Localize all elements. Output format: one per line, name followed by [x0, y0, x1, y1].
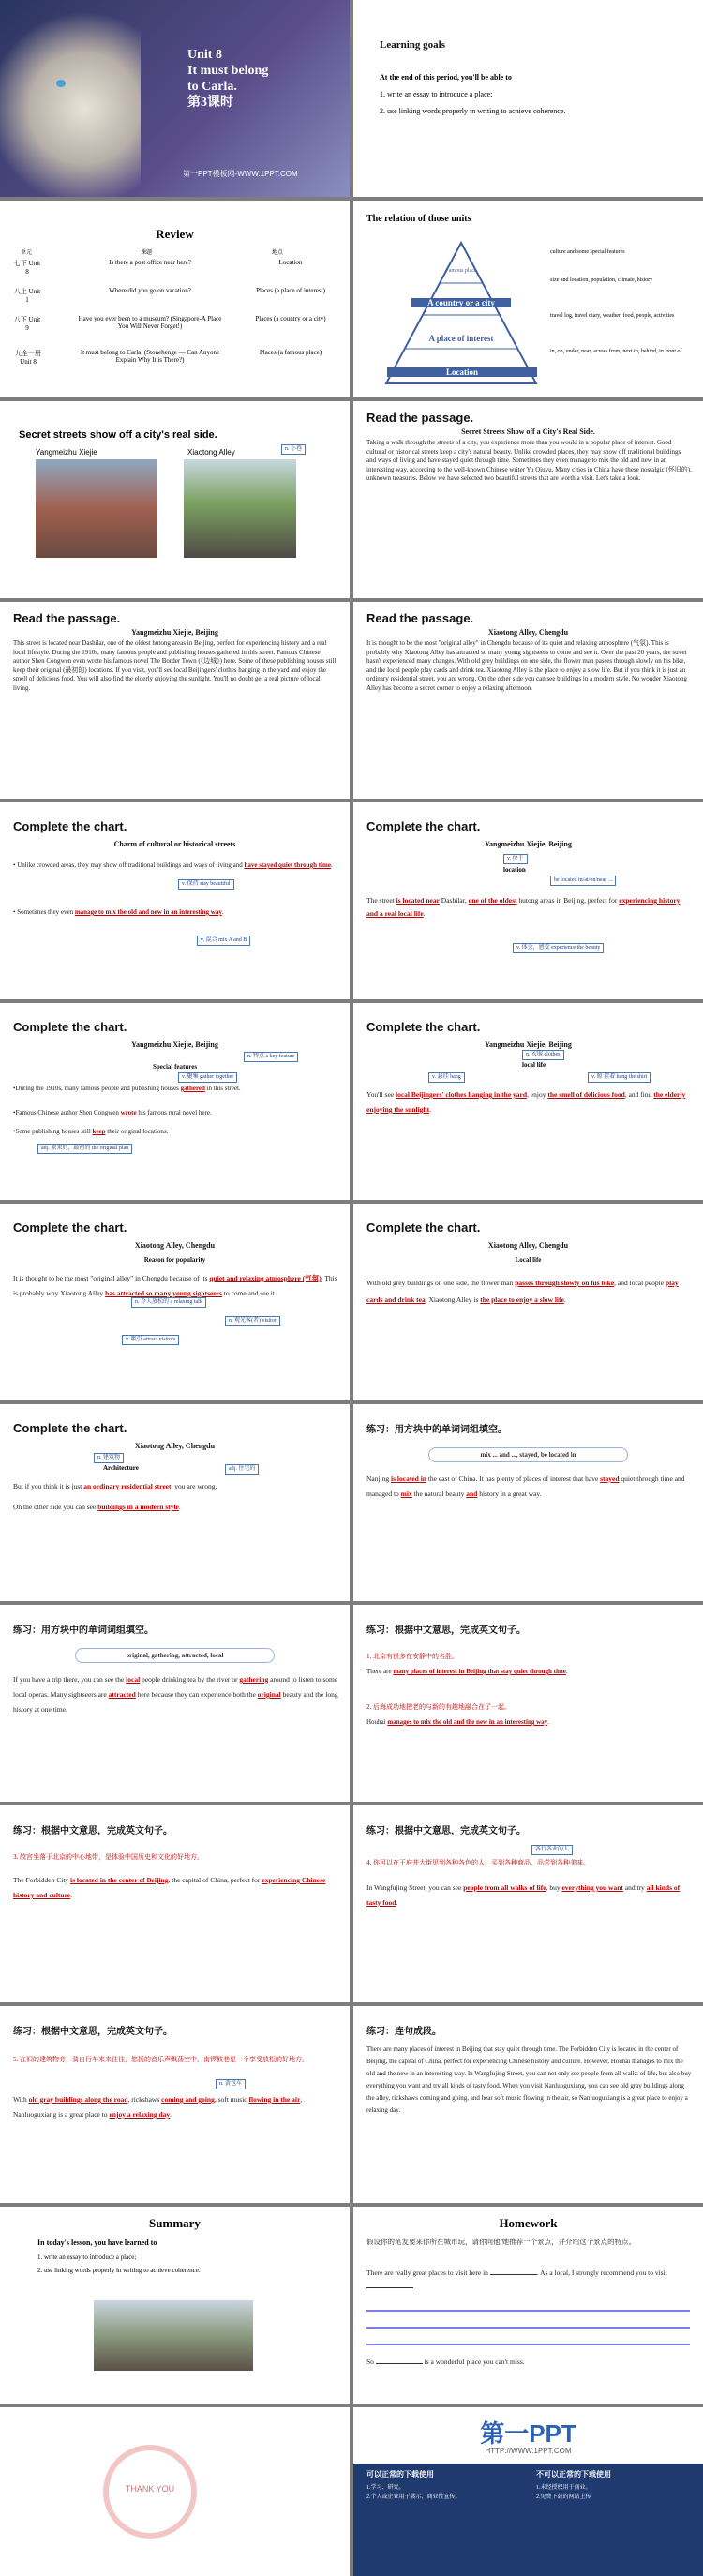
goal-1: 1. write an essay to introduce a place;: [380, 90, 493, 98]
slide-cover: [0, 0, 350, 197]
level-famous-place: Famous place: [445, 268, 477, 274]
detail-2: size and location, population, climate, history: [550, 277, 653, 283]
text: There are really great places to visit here in: [366, 2269, 488, 2277]
photo-street: [94, 2300, 253, 2371]
text: During the 1910s, many famous people and publishing houses: [15, 1085, 179, 1092]
note-relaxing: n. 令人放松的 a relaxing talk: [131, 1297, 206, 1308]
caption-xiaotong: Xiaotong Alley: [187, 448, 235, 457]
answer: old gray buildings along the road: [28, 2095, 128, 2104]
text: is a wonderful place you can't miss.: [424, 2358, 525, 2366]
slide-ad: [353, 2407, 703, 2576]
text: With: [13, 2095, 27, 2104]
slide-read-passage-intro: [353, 401, 703, 598]
level-country-city: A country or a city: [411, 298, 511, 307]
text: around to listen to some local operas. Many sightseers are: [13, 1675, 338, 1699]
row-4-unit: 九全一册 Unit 8: [15, 350, 41, 366]
note-mix: v. 混合 mix A and B: [197, 936, 250, 946]
row-2-topic: Where did you go on vacation?: [109, 287, 191, 294]
note-experience: v. 体会，感受 experience the beauty: [513, 943, 604, 953]
answer: the elderly enjoying the sunlight: [366, 1090, 686, 1114]
text: The Forbidden City: [13, 1876, 69, 1884]
text: here because they can experience both the: [137, 1690, 256, 1699]
forbidden-2: 2.免费下载的网站上传: [536, 2494, 591, 2500]
note-gather: v. 聚集 gather together: [178, 1072, 237, 1083]
slide-chart-architecture: Complete the chart. Xiaotong Alley, Chengdu n. 建筑物 adj. 住宅的 Architecture But if you think it is just an ordinary residential street, you are wrong. On the other side you can see buildings in a modern style.: [0, 1404, 350, 1601]
label-local-life: local life: [522, 1061, 546, 1069]
slide-title: Review: [156, 227, 194, 241]
answer: play cards and drink tea: [366, 1279, 679, 1304]
answer: manages to mix the old and the new in an interesting way: [387, 1718, 548, 1726]
row-3-place: Places (a country or a city): [255, 315, 326, 322]
passage-text: This street is located near Dashilar, one of the oldest hutong areas in Beijing, perfect for experiencing history and a real local lifestyle. During the 1910s, many famous people and publishing houses gathered in this street. Famous Chinese author Shen Congwen even wrote his famous novel The Border Town (《边城》) here. Some of these publishing houses still keep their original (最初的) locations. If you visit, you'll see local Beijingers' clothes hanging in the yard and enjoy the smell of delicious food. You will also find the elderly enjoying the sunlight. You'll no doubt get a real picture of local living.: [13, 639, 337, 692]
brand-url[interactable]: HTTP://WWW.1PPT.COM: [485, 2447, 572, 2455]
answer: the place to enjoy a slow life: [480, 1295, 564, 1304]
chart-heading: Xiaotong Alley, Chengdu: [134, 1241, 216, 1250]
brand-logo: 第一PPT: [480, 2419, 576, 2448]
answer: is located in the center of Beijing: [70, 1876, 169, 1884]
slide-exercise-translate-2: 练习：根据中文意思，完成英文句子。 3. 故宫坐落于北京的中心地带，是体验中国历史和文化的好地方。 The Forbidden City is located in the center of Beijing, the capital of China, perfect for experiencing Chinese history and culture.: [0, 1805, 350, 2002]
caption-yangmeizhu: Yangmeizhu Xiejie: [36, 448, 97, 457]
slide-exercise-paragraph: [353, 2006, 703, 2203]
slide-review: [0, 201, 350, 397]
text: You'll see: [366, 1090, 395, 1099]
slide-title: 练习：用方块中的单词词组填空。: [13, 1625, 154, 1636]
slide-read-passage-xiaotong: [353, 602, 703, 799]
slide-title: Homework: [499, 2216, 558, 2230]
slide-title: Read the passage.: [366, 411, 474, 425]
text: Unlike crowded areas, they may show off traditional buildings and ways of living and: [17, 861, 243, 869]
text: So: [366, 2358, 374, 2366]
text: quiet through time and managed to: [366, 1475, 685, 1498]
answer: local Beijingers' clothes hanging in the yard: [396, 1090, 528, 1099]
text: . Xiaotong Alley is: [425, 1295, 479, 1304]
passage-text: It is thought to be the most "original alley" in Chengdu because of its quiet and relaxing atmosphere (气氛). This is probably why Xiaotong Alley has attracted so many young sightseers to come and see it. Over the past 20 years, the street hasn't experienced many changes. With old grey buildings on one side, the flower man passes through slowly on his bike, and the local people play cards and drink tea. Xiaotong Alley is the place to enjoy a slow life. But if you think it is just an ordinary residential street, you are wrong. On the other side you can see buildings in a modern style. No wonder Xiaotong Alley has become a secret corner to enjoy a relaxing afternoon.: [366, 639, 687, 692]
answer: wrote: [120, 1109, 137, 1116]
level-place-of-interest: A place of interest: [428, 334, 494, 343]
summary-goal-2: 2. use linking words properly in writing to achieve coherence.: [37, 2267, 201, 2274]
answer: and: [466, 1490, 478, 1498]
note-clothes: n. 衣服 clothes: [522, 1050, 564, 1060]
slide-title: 练习：根据中文意思，完成英文句子。: [13, 1826, 172, 1836]
question-1: 1. 北京有很多在安静中的名胜。: [366, 1653, 458, 1660]
slide-exercise-translate-1: 练习：根据中文意思，完成英文句子。 1. 北京有很多在安静中的名胜。 There are many places of interest in Beijing that stay quiet through time. 2. 后海成功地把老的与新的有趣地融合在了一起。 Houhai manages to mix the old and the new in an interesting way.: [353, 1605, 703, 1802]
row-1-unit: 七下 Unit 8: [13, 260, 41, 276]
text: , and find: [624, 1090, 652, 1099]
answer: stayed: [600, 1475, 620, 1483]
goals-intro: At the end of this period, you'll be able to: [380, 73, 512, 82]
slide-title: Complete the chart.: [13, 1221, 127, 1235]
blank[interactable]: [366, 2281, 413, 2288]
summary-intro: In today's lesson, you have learned to: [37, 2239, 157, 2247]
slide-chart-popularity: [0, 1204, 350, 1400]
text: , rickshaws: [127, 2095, 160, 2104]
slide-title: 练习：根据中文意思，完成英文句子。: [366, 1826, 526, 1836]
answer: coming and going: [161, 2095, 215, 2104]
slide-read-passage-yangmeizhu: [0, 602, 350, 799]
text: to come and see it.: [223, 1289, 277, 1297]
answer: many places of interest in Beijing that stay quiet through time: [393, 1668, 566, 1675]
text: , the capital of China, perfect for: [168, 1876, 261, 1884]
photo-xiaotong: [184, 459, 296, 558]
slide-title: Complete the chart.: [366, 1020, 481, 1034]
row-3-topic: Have you ever been to a museum? (Singapore-A Place You Will Never Forget!): [78, 315, 222, 330]
note-residential: adj. 住宅的: [225, 1464, 259, 1475]
text: the east of China. It has plenty of places of interest that have: [427, 1475, 599, 1483]
forbidden-heading: 不可以正常的下载使用: [536, 2470, 611, 2479]
passage-title: Secret Streets Show off a City's Real Side.: [461, 427, 595, 436]
text: The street: [366, 896, 395, 905]
slide-thanks: [0, 2407, 350, 2576]
slide-chart-local-life-yangmeizhu: Complete the chart. Yangmeizhu Xiejie, Beijing n. 衣服 clothes local life v. 悬挂 hang v. 晾 挂着 hang the shirt You'll see local Beijingers' clothes hanging in the yard, enjoy the smell of delicious food, and find the elderly enjoying the sunlight.: [353, 1003, 703, 1200]
slide-chart-local-life-xiaotong: Complete the chart. Xiaotong Alley, Chengdu Local life With old grey buildings on one side, the flower man passes through slowly on his bike, and local people play cards and drink tea. Xiaotong Alley is the place to enjoy a slow life.: [353, 1204, 703, 1400]
text: the natural beauty: [413, 1490, 465, 1498]
slide-learning-goals: [353, 0, 703, 197]
answer: all kinds of tasty food: [366, 1883, 681, 1907]
label-architecture: Architecture: [103, 1464, 139, 1472]
cat-image: [0, 0, 141, 197]
slide-secret-streets: [0, 401, 350, 598]
photo-yangmeizhu: [36, 459, 157, 558]
text: history in a great way.: [479, 1490, 542, 1498]
header-unit: 单元: [21, 250, 33, 256]
note-original: adj. 原来的，最初的 the original plan: [37, 1144, 132, 1154]
row-1-place: Location: [278, 259, 303, 266]
answer: mix: [400, 1490, 412, 1498]
slide-chart-features: Complete the chart. Yangmeizhu Xiejie, Beijing n. 特点 a key feature Special features v. 聚集 gather together •During the 1910s, many famous people and publishing houses gathered in this street. •Famous Chinese author Shen Congwen wrote his famous rural novel here. •Some publishing houses still keep their original locations. adj. 原来的，最初的 the original plan: [0, 1003, 350, 1200]
text: and try: [624, 1883, 645, 1892]
answer: passes through slowly on his bike: [515, 1279, 615, 1287]
label-reason: Reason for popularity: [143, 1256, 206, 1264]
text: . This is probably why Xiaotong Alley: [13, 1274, 337, 1297]
blank[interactable]: [376, 2357, 423, 2364]
slide-title: 练习：用方块中的单词词组填空。: [366, 1425, 507, 1435]
pyramid-diagram: [381, 238, 541, 388]
slide-title: 练习：根据中文意思，完成英文句子。: [366, 1625, 526, 1636]
note-hang: v. 悬挂 hang: [428, 1072, 465, 1083]
note-walks-of-life: 各行各业的人: [531, 1845, 573, 1855]
cat-eye: [56, 80, 66, 87]
row-2-unit: 八上 Unit 1: [13, 288, 41, 304]
text: , enjoy: [527, 1090, 546, 1099]
text: hutong areas in Beijing, perfect for: [518, 896, 618, 905]
answer: experiencing history and a real local life: [366, 896, 681, 918]
site-label: 第一PPT模板网-WWW.1PPT.COM: [183, 170, 298, 178]
slide-title: Complete the chart.: [366, 819, 481, 833]
note-hang-shirt: v. 晾 挂着 hang the shirt: [588, 1072, 651, 1083]
text: If you have a trip there, you can see the: [13, 1675, 125, 1684]
text: Nanjing: [366, 1475, 390, 1483]
text: It is thought to be the most "original alley" in Chengdu because of its: [13, 1274, 208, 1282]
word-box: mix ... and ..., stayed, be located in: [428, 1447, 628, 1462]
paragraph-text: There are many places of interest in Beijing that stay quiet through time. The Forbidden City is located in the center of Beijing, the capital of China, perfect for experiencing Chinese history and culture. However, Houhai manages to mix the old and the new in an interesting way. In Wangfujing Street, you can not only see people from all walks of life, but also buy everything you want and try all kinds of tasty food. When you visit Nanluoguxiang, you can see old gray buildings along the alley, rickshaws coming and going, and hear soft music flowing in the air, so Nanluoguxiang is a great place to enjoy a relaxing day.: [366, 2045, 692, 2114]
text: But if you think it is just: [13, 1482, 82, 1490]
chart-heading: Yangmeizhu Xiejie, Beijing: [485, 840, 572, 848]
slide-chart-location: Complete the chart. Yangmeizhu Xiejie, Beijing v. 位于 location be located in/at/on/near ... The street is located near Dashilar, one of the oldest hutong areas in Beijing, perfect for experiencing history and a real local life. v. 体会，感受 experience the beauty: [353, 802, 703, 999]
slide-title: Complete the chart.: [13, 819, 127, 833]
note-rickshaw: n. 黄包车: [216, 2079, 246, 2089]
slide-exercise-fill-2: [0, 1605, 350, 1802]
slide-chart-charm: Complete the chart. Charm of cultural or historical streets • Unlike crowded areas, they may show off traditional buildings and ways of living and have stayed quiet through time. v. 保持 stay beautiful • Sometimes they even manage to mix the old and new in an interesting way. v. 混合 mix A and B: [0, 802, 350, 999]
answer: have stayed quiet through time: [244, 861, 331, 869]
thanks-text: THANK YOU: [125, 2484, 175, 2494]
text: Some publishing houses still: [15, 1128, 91, 1135]
answer: is located in: [391, 1475, 426, 1483]
level-location: Location: [387, 367, 537, 377]
chart-heading: Yangmeizhu Xiejie, Beijing: [131, 1041, 218, 1049]
answer: gathered: [180, 1085, 205, 1092]
note-located: v. 位于: [503, 854, 528, 864]
answer: experiencing Chinese history and culture: [13, 1876, 326, 1899]
answer: is located near: [396, 896, 440, 905]
passage-title: Xiaotong Alley, Chengdu: [487, 628, 569, 637]
text: , buy: [546, 1883, 561, 1892]
slide-title: Summary: [149, 2216, 201, 2230]
slide-title: The relation of those units: [366, 214, 471, 224]
answer: an ordinary residential street: [83, 1482, 172, 1490]
note-stay: v. 保持 stay beautiful: [178, 879, 234, 890]
answer: the smell of delicious food: [547, 1090, 625, 1099]
slide-title: Complete the chart.: [13, 1020, 127, 1034]
text: . As a local, I strongly recommend you to visit: [536, 2269, 667, 2277]
row-4-place: Places (a famous place): [259, 349, 322, 356]
text: In Wangfujing Street, you can see: [366, 1883, 462, 1892]
writing-line[interactable]: [366, 2334, 690, 2345]
text: people drinking tea by the river or: [142, 1675, 238, 1684]
note-attract: v. 吸引 attract visitors: [122, 1335, 179, 1345]
text: On the other side you can see: [13, 1503, 97, 1511]
slide-title: Read the passage.: [366, 611, 474, 625]
slide-title: 练习：根据中文意思，完成英文句子。: [13, 2027, 172, 2037]
allowed-heading: 可以正常的下载使用: [366, 2470, 434, 2479]
answer: people from all walks of life: [463, 1883, 546, 1892]
blank[interactable]: [490, 2268, 537, 2275]
allowed-1: 1.学习、研究。: [366, 2485, 405, 2491]
slide-exercise-translate-4: 练习：根据中文意思，完成英文句子。 5. 在旧的建筑物旁，骑自行车来来往往，悠扬的音乐声飘荡空中，南锣鼓巷是一个享受放松的好地方。 n. 黄包车 With old gray buildings along the road, rickshaws coming and going, soft music flowing in the air, Nanluoguxiang is a great place to enjoy a relaxing day.: [0, 2006, 350, 2203]
header-topic: 课题: [141, 250, 153, 256]
answer: flowing in the air: [248, 2095, 301, 2104]
lesson-number: 第3课时: [187, 96, 233, 110]
answer: attracted: [108, 1690, 136, 1699]
detail-4: in, on, under, near, across from, next to, behind, in front of: [550, 349, 682, 354]
note-sightseer: n. 观光客(者) visitor: [225, 1316, 280, 1326]
label-local-life: Local life: [515, 1256, 542, 1264]
allowed-2: 2.个人或企业用于展示、商业性宣传。: [366, 2494, 461, 2500]
answer: enjoy a relaxing day: [109, 2110, 171, 2119]
label-location: location: [503, 866, 526, 874]
writing-line[interactable]: [366, 2300, 690, 2312]
lesson-title-2: to Carla.: [187, 80, 237, 94]
text: There are: [366, 1668, 392, 1675]
homework-instructions: 假设你的笔友要来你所在城市玩，请你向他/她推荐一个景点，并介绍这个景点的特点。: [366, 2238, 636, 2246]
answer: gathering: [239, 1675, 269, 1684]
forbidden-1: 1.未经授权用于商业。: [536, 2485, 591, 2491]
unit-title: Unit 8: [187, 48, 222, 62]
text: beauty and the long history at one time.: [13, 1690, 338, 1714]
row-2-place: Places (a place of interest): [256, 287, 325, 294]
chart-heading: Charm of cultural or historical streets: [113, 840, 236, 848]
passage-text: Taking a walk through the streets of a city, you experience more than you would in a popular place of interest. Good cultural or historical streets keep a city's natural beauty. Unlike crowded places, they may show off traditional buildings and ways of living and have stayed quiet through time. Sometimes they even manage to mix the old and new in an interesting way, according to the well-known Chinese writer Yu Qiuyu. Many cities in China have these nostalgic (怀旧的), unknown treasures. Below we have selected two beautiful streets that are worth a visit. Let's take a look.: [366, 439, 692, 482]
question-3: 3. 故宫坐落于北京的中心地带，是体验中国历史和文化的好地方。: [13, 1853, 203, 1861]
row-3-unit: 八下 Unit 9: [13, 316, 41, 332]
question-5: 5. 在旧的建筑物旁，骑自行车来来往往，悠扬的音乐声飘荡空中，南锣鼓巷是一个享受放松的好地方。: [13, 2056, 308, 2063]
text: Sometimes they even: [17, 908, 74, 916]
passage-title: Yangmeizhu Xiejie, Beijing: [131, 628, 218, 637]
text: Famous Chinese author Shen Congwen: [15, 1109, 119, 1116]
slide-title: Complete the chart.: [13, 1421, 127, 1435]
slide-exercise-translate-3: 练习：根据中文意思，完成英文句子。 各行各业的人 4. 你可以在王府井大街见到各种各色的人，买到各种商品，品尝到各种美味。 In Wangfujing Street, you can see people from all walks of life, buy everything you want and try all kinds of tasty food.: [353, 1805, 703, 2002]
text: his famous rural novel here.: [138, 1109, 212, 1116]
slide-title: 练习：连句成段。: [366, 2027, 441, 2037]
question-4: 4. 你可以在王府井大街见到各种各色的人，买到各种商品，品尝到各种美味。: [366, 1859, 590, 1866]
text: in this street.: [206, 1085, 241, 1092]
detail-1: culture and some special features: [550, 249, 625, 255]
text: , you are wrong.: [171, 1482, 217, 1490]
text: , and local people: [614, 1279, 665, 1287]
answer: original: [257, 1690, 281, 1699]
slide-title: Secret streets show off a city's real side.: [19, 429, 217, 441]
label-features: Special features: [152, 1063, 198, 1071]
answer: manage to mix the old and new in an interesting way: [74, 908, 222, 916]
chart-heading: Xiaotong Alley, Chengdu: [487, 1241, 569, 1250]
note-feature: n. 特点 a key feature: [244, 1052, 298, 1062]
row-4-topic: It must belong to Carla. (Stonehenge — Can Anyone Explain Why It is There?): [80, 349, 220, 364]
detail-3: travel log, travel diary, weather, food, people, activities: [550, 313, 675, 319]
text: , Nanluoguxiang is a great place to: [13, 2095, 303, 2119]
text: Dashilar,: [441, 896, 467, 905]
chart-heading: Xiaotong Alley, Chengdu: [134, 1442, 216, 1450]
row-1-topic: Is there a post office near here?: [109, 259, 191, 266]
ad-footer: [353, 2464, 703, 2576]
answer: one of the oldest: [468, 896, 517, 905]
answer: everything you want: [561, 1883, 623, 1892]
text: their original locations.: [107, 1128, 169, 1135]
answer: buildings in a modern style: [97, 1503, 179, 1511]
text: With old grey buildings on one side, the flower man: [366, 1279, 514, 1287]
goal-2: 2. use linking words properly in writing to achieve coherence.: [380, 107, 566, 115]
slide-title: Complete the chart.: [366, 1221, 481, 1235]
note-building: n. 建筑物: [94, 1453, 124, 1463]
slide-title: Read the passage.: [13, 611, 121, 625]
answer: keep: [92, 1128, 106, 1135]
note-be-located: be located in/at/on/near ...: [550, 876, 616, 886]
slide-exercise-fill-1: [353, 1404, 703, 1601]
answer: has attracted so many young sightseers: [105, 1289, 222, 1297]
writing-line[interactable]: [366, 2317, 690, 2329]
answer: quiet and relaxing atmosphere (气氛): [209, 1274, 322, 1282]
slide-relation: [353, 201, 703, 397]
slide-title: Learning goals: [380, 39, 445, 51]
lesson-title-1: It must belong: [187, 64, 269, 78]
word-box: original, gathering, attracted, local: [75, 1648, 275, 1663]
answer: local: [126, 1675, 141, 1684]
summary-goal-1: 1. write an essay to introduce a place;: [37, 2254, 137, 2261]
header-place: 地点: [272, 250, 284, 256]
slide-homework: [353, 2207, 703, 2404]
note-alley: n. 小巷: [281, 444, 306, 455]
text: , soft music: [214, 2095, 247, 2104]
slide-summary: [0, 2207, 350, 2404]
text: Houhai: [366, 1718, 386, 1726]
chart-heading: Yangmeizhu Xiejie, Beijing: [485, 1041, 572, 1049]
question-2: 2. 后海成功地把老的与新的有趣地融合在了一起。: [366, 1703, 511, 1711]
